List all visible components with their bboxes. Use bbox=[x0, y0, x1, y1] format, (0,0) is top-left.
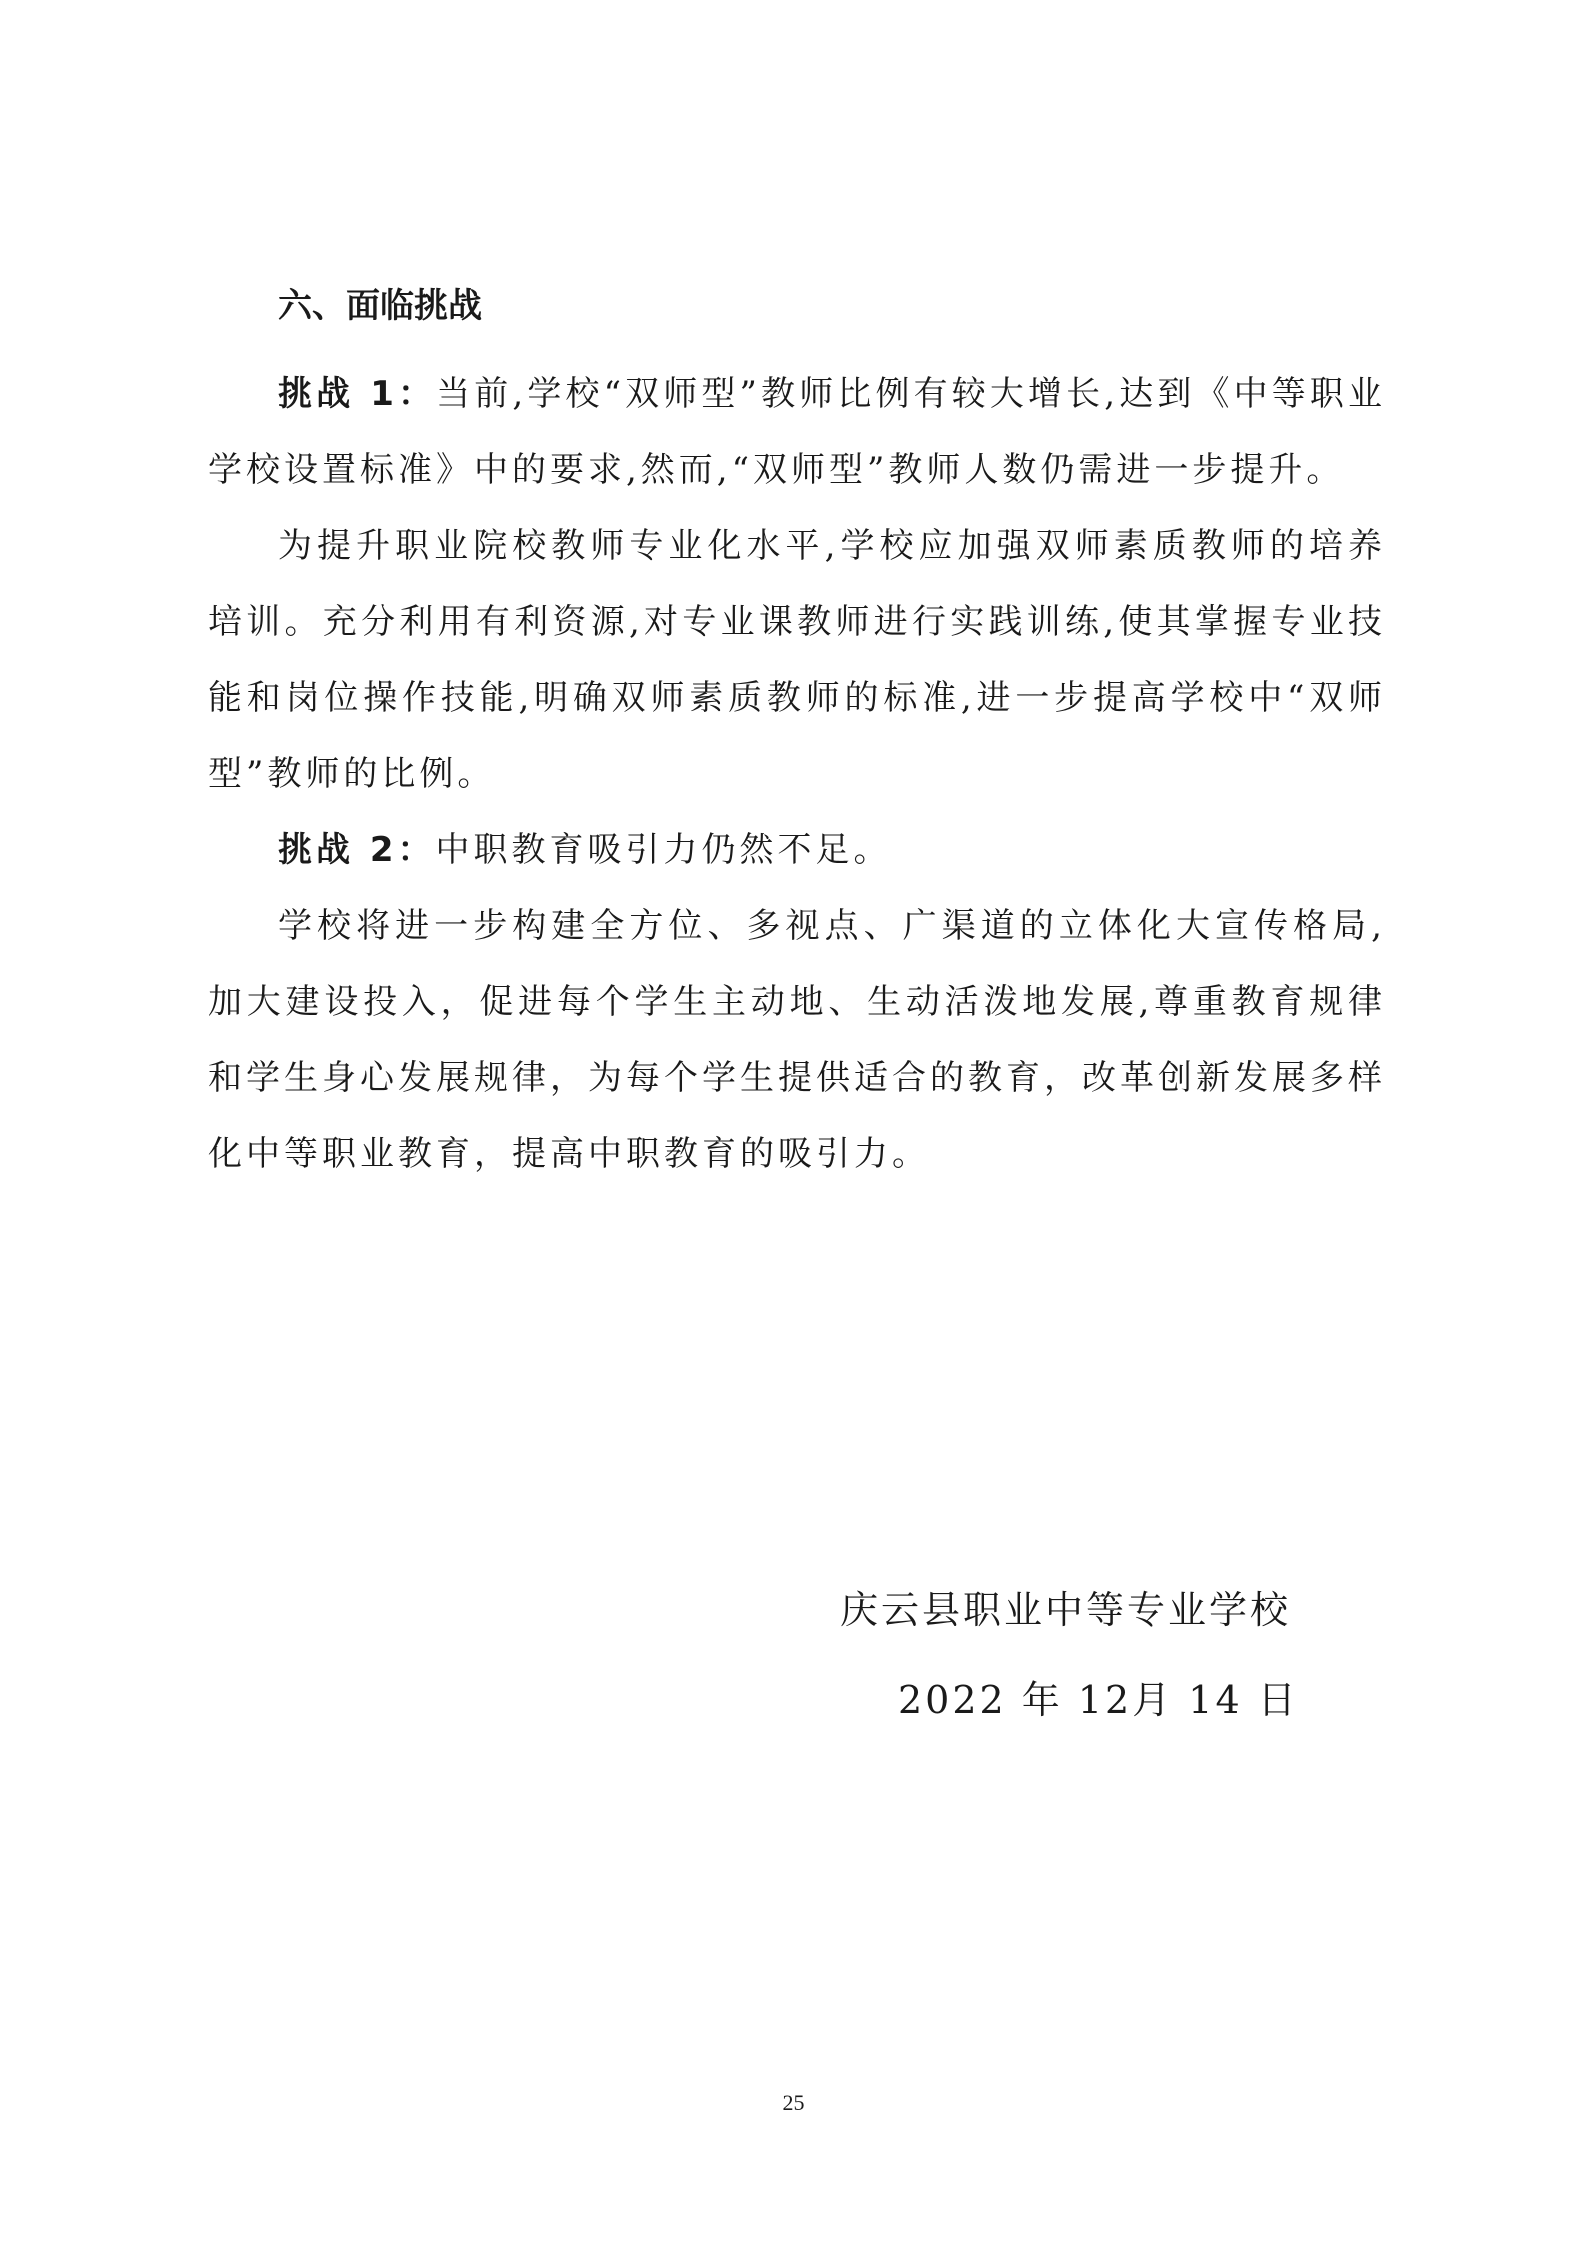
measure-2-paragraph: 学校将进一步构建全方位、多视点、广渠道的立体化大宣传格局,加大建设投入，促进每个学生主动地、生动活泼地发展,尊重教育规律和学生身心发展规律，为每个学生提供适合的教育，改革创新发展多样化中等职业教育，提高中职教育的吸引力。 bbox=[208, 906, 1386, 1174]
signature-date: 2022 年 12月 14 日 bbox=[898, 1678, 1299, 1722]
signature-organization: 庆云县职业中等专业学校 bbox=[840, 1588, 1292, 1632]
challenge-1-paragraph bbox=[208, 356, 1386, 508]
challenge-2-text: 中职教育吸引力仍然不足。 bbox=[435, 830, 892, 870]
section-heading: 六、面临挑战 bbox=[278, 286, 482, 326]
challenge-2-paragraph bbox=[208, 812, 1386, 888]
challenge-2-label: 挑战 2： bbox=[278, 830, 436, 870]
page-number: 25 bbox=[782, 2090, 805, 2115]
document-body bbox=[208, 280, 1386, 1192]
challenge-1-text: 当前,学校“双师型”教师比例有较大增长,达到《中等职业学校设置标准》中的要求,然而,“双师型”教师人数仍需进一步提升。 bbox=[208, 374, 1386, 490]
challenge-1-label: 挑战 1： bbox=[278, 374, 437, 414]
signature-block bbox=[840, 1565, 1360, 1745]
measure-1-paragraph: 为提升职业院校教师专业化水平,学校应加强双师素质教师的培养培训。充分利用有利资源,对专业课教师进行实践训练,使其掌握专业技能和岗位操作技能,明确双师素质教师的标准,进一步提高学校中“双师型”教师的比例。 bbox=[208, 526, 1386, 794]
